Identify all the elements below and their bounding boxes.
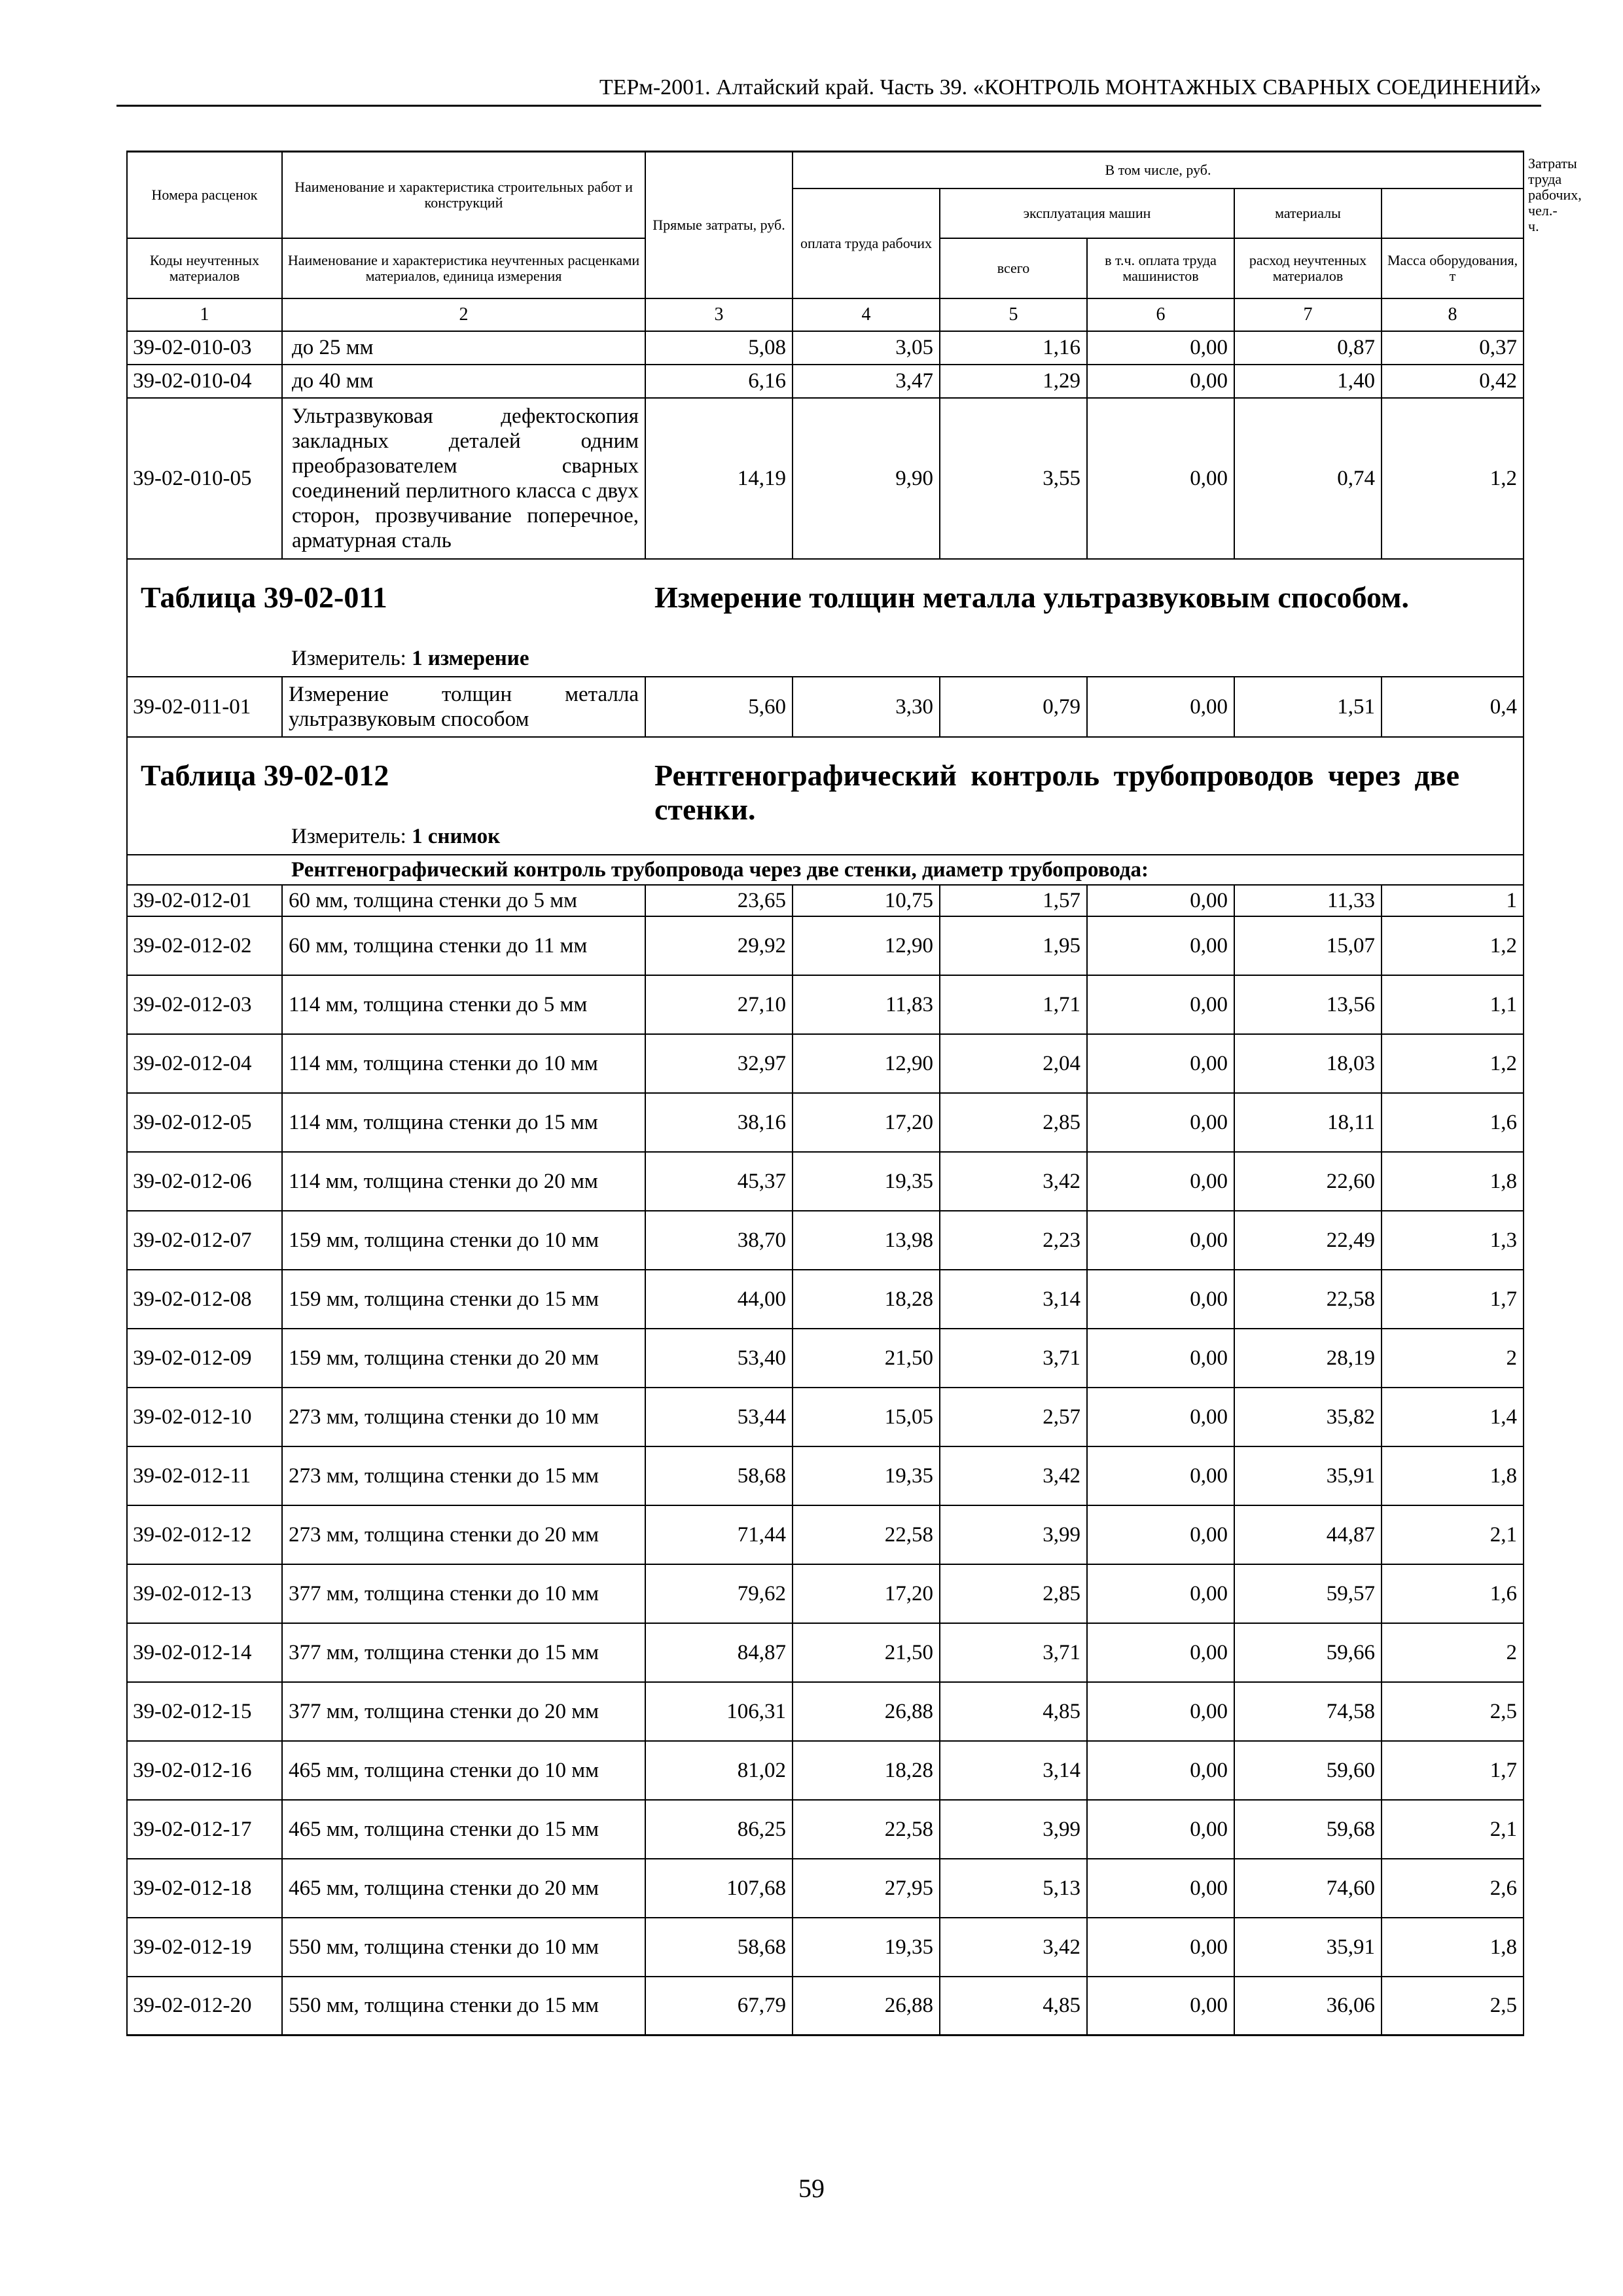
labor-or-mass-value: 1,6 [1382,1564,1524,1623]
wages-value: 26,88 [793,1977,940,2036]
rate-code: 39-02-012-04 [127,1034,282,1093]
materials-value: 22,49 [1234,1211,1382,1270]
table-row [127,1800,1524,1859]
labor-or-mass-value: 2 [1382,1329,1524,1388]
materials-value: 59,66 [1234,1623,1382,1682]
machines-wages-value: 0,00 [1087,1741,1234,1800]
materials-value: 74,58 [1234,1682,1382,1741]
machines-total-value: 1,95 [940,916,1087,975]
materials-value: 59,57 [1234,1564,1382,1623]
direct-costs-value: 29,92 [645,916,793,975]
labor-or-mass-value: 2,5 [1382,1682,1524,1741]
materials-value: 0,87 [1234,331,1382,365]
table-row [127,1859,1524,1918]
machines-total-value: 3,42 [940,1152,1087,1211]
rate-code: 39-02-012-11 [127,1446,282,1505]
direct-costs-value: 106,31 [645,1682,793,1741]
direct-costs-value: 53,40 [645,1329,793,1388]
work-name: 465 мм, толщина стенки до 10 мм [282,1741,645,1800]
direct-costs-value: 23,65 [645,885,793,916]
measure-value: 1 измерение [412,646,529,670]
work-name: 377 мм, толщина стенки до 10 мм [282,1564,645,1623]
direct-costs-value: 67,79 [645,1977,793,2036]
machines-total-value: 5,13 [940,1859,1087,1918]
wages-value: 11,83 [793,975,940,1034]
table-row [127,1682,1524,1741]
work-name: 114 мм, толщина стенки до 15 мм [282,1093,645,1152]
table-row [127,1388,1524,1446]
wages-value: 12,90 [793,1034,940,1093]
table-title: Измерение толщин металла ультразвуковым способом. [654,580,1410,614]
work-name: 273 мм, толщина стенки до 10 мм [282,1388,645,1446]
table-number: Таблица 39-02-012 [141,758,389,792]
materials-value: 59,60 [1234,1741,1382,1800]
labor-or-mass-value: 1,8 [1382,1446,1524,1505]
labor-or-mass-value: 2,5 [1382,1977,1524,2036]
section-cell [127,559,1524,677]
materials-value: 59,68 [1234,1800,1382,1859]
machines-wages-value: 0,00 [1087,1446,1234,1505]
col-direct-costs: Прямые затраты, руб. [645,152,793,298]
direct-costs-value: 5,08 [645,331,793,365]
rate-code: 39-02-012-03 [127,975,282,1034]
materials-value: 28,19 [1234,1329,1382,1388]
machines-total-value: 3,99 [940,1800,1087,1859]
labor-or-mass-value: 2 [1382,1623,1524,1682]
materials-value: 35,82 [1234,1388,1382,1446]
rate-code: 39-02-012-02 [127,916,282,975]
machines-wages-value: 0,00 [1087,885,1234,916]
rate-code: 39-02-012-15 [127,1682,282,1741]
machines-wages-value: 0,00 [1087,1388,1234,1446]
col-machines-wages: в т.ч. оплата труда машинистов [1087,238,1234,298]
col-machines-total: всего [940,238,1087,298]
col-codes-bottom: Коды неучтенных материалов [127,238,282,298]
wages-value: 18,28 [793,1270,940,1329]
work-name: 550 мм, толщина стенки до 15 мм [282,1977,645,2036]
wages-value: 27,95 [793,1859,940,1918]
table-row [127,975,1524,1034]
work-name: 377 мм, толщина стенки до 15 мм [282,1623,645,1682]
measure-unit [291,824,500,849]
machines-wages-value: 0,00 [1087,398,1234,559]
work-name: 114 мм, толщина стенки до 10 мм [282,1034,645,1093]
direct-costs-value: 6,16 [645,365,793,398]
col-wages: оплата труда рабочих [793,188,940,298]
work-name: Измерение толщин металла ультразвуковым способом [282,677,645,737]
col-name-bottom: Наименование и характеристика неучтенных расценками материалов, единица измерения [282,238,645,298]
materials-value: 0,74 [1234,398,1382,559]
machines-total-value: 1,57 [940,885,1087,916]
machines-total-value: 3,14 [940,1741,1087,1800]
machines-total-value: 3,99 [940,1505,1087,1564]
rate-code: 39-02-012-01 [127,885,282,916]
materials-value: 13,56 [1234,975,1382,1034]
direct-costs-value: 53,44 [645,1388,793,1446]
wages-value: 12,90 [793,916,940,975]
work-name: 114 мм, толщина стенки до 20 мм [282,1152,645,1211]
direct-costs-value: 86,25 [645,1800,793,1859]
table-row [127,1446,1524,1505]
work-name: 465 мм, толщина стенки до 15 мм [282,1800,645,1859]
rate-code: 39-02-012-07 [127,1211,282,1270]
col-number: 2 [282,298,645,331]
machines-total-value: 2,57 [940,1388,1087,1446]
machines-wages-value: 0,00 [1087,1270,1234,1329]
table-section-header [127,559,1524,677]
work-name: 273 мм, толщина стенки до 15 мм [282,1446,645,1505]
machines-total-value: 3,14 [940,1270,1087,1329]
col-mass: Масса оборудования, т [1382,238,1524,298]
wages-value: 19,35 [793,1446,940,1505]
wages-value: 26,88 [793,1682,940,1741]
wages-value: 10,75 [793,885,940,916]
wages-value: 3,05 [793,331,940,365]
direct-costs-value: 5,60 [645,677,793,737]
labor-or-mass-value: 0,37 [1382,331,1524,365]
labor-or-mass-value: 1,3 [1382,1211,1524,1270]
machines-wages-value: 0,00 [1087,1918,1234,1977]
machines-total-value: 1,29 [940,365,1087,398]
machines-wages-value: 0,00 [1087,365,1234,398]
table-row [127,1623,1524,1682]
labor-or-mass-value: 1,8 [1382,1918,1524,1977]
direct-costs-value: 32,97 [645,1034,793,1093]
direct-costs-value: 79,62 [645,1564,793,1623]
direct-costs-value: 45,37 [645,1152,793,1211]
machines-wages-value: 0,00 [1087,1093,1234,1152]
direct-costs-value: 84,87 [645,1623,793,1682]
table-row [127,916,1524,975]
labor-or-mass-value: 1,2 [1382,1034,1524,1093]
rate-code: 39-02-012-16 [127,1741,282,1800]
labor-or-mass-value: 0,42 [1382,365,1524,398]
table-row [127,677,1524,737]
col-incl-header: В том числе, руб. [793,152,1524,188]
materials-value: 11,33 [1234,885,1382,916]
measure-value: 1 снимок [412,824,501,848]
work-name: до 25 мм [282,331,645,365]
wages-value: 3,47 [793,365,940,398]
machines-wages-value: 0,00 [1087,1682,1234,1741]
labor-or-mass-value: 1,6 [1382,1093,1524,1152]
measure-label: Измеритель: [291,646,406,670]
rate-code: 39-02-012-10 [127,1388,282,1446]
rates-table: Номера расценок Наименование и характеристика строительных работ и конструкций Прямые затраты, руб. В том числе, руб. Затраты труда рабочих, чел.-ч. оплата труда рабочих эксплуатация машин материалы Коды неучтенных материалов Наименование и характеристика неучтенных расценками материалов, единица измерения всего в т.ч. оплата труда машинистов расход неучтенных материалов Масса оборудования, т 1 2 3 4 5 6 7 8 39-02-010-03 до 25 мм 5,08 3,05 1,16 0,00 0,87 0,37 39-02-010-04 до 40 мм 6,16 3,47 1,29 0,00 1,40 0,42 39-02-010-05 Ультразвуковая дефектоскопия закладных деталей одним преобразователем сварных соединений перлитного класса с двух сторон, прозвучивание поперечное, арматурная сталь 14,19 9,90 3,55 0,00 0,74 1,2 Таблица 39-02-011 Измерение толщин металла ультразвуковым способом. Измеритель: 1 измерение 39-02-011-01 Измерение толщин металла ультразвуковым способом 5,60 3,30 0,79 0,00 1,51 0,4 Таблица 39-02-012 Рентгенографический контроль трубопроводов через две стенки. Измеритель: 1 снимок Рентгенографический контроль трубопровода через две стенки, диаметр трубопровода: 39-02-012-01 60 мм, толщина стенки до 5 мм 23,65 10,75 1,57 0,00 11,33 1 39-02-012-02 60 мм, толщина стенки до 11 мм 29,92 12,90 1,95 0,00 15,07 1,2 39-02-012-03 114 мм, толщина стенки до 5 мм 27,10 11,83 1,71 0,00 13,56 1,1 39-02-012-04 114 мм, толщина стенки до 10 мм 32,97 12,90 2,04 0,00 18,03 1,2 39-02-012-05 114 мм, толщина стенки до 15 мм 38,16 17,20 2,85 0,00 18,11 1,6 39-02-012-06 114 мм, толщина стенки до 20 мм 45,37 19,35 3,42 0,00 22,60 1,8 39-02-012-07 159 мм, толщина стенки до 10 мм 38,70 13,98 2,23 0,00 22,49 1,3 39-02-012-08 159 мм, толщина стенки до 15 мм 44,00 18,28 3,14 0,00 22,58 1,7 39-02-012-09 159 мм, толщина стенки до 20 мм 53,40 21,50 3,71 0,00 28,19 2 39-02-012-10 273 мм, толщина стенки до 10 мм 53,44 15,05 2,57 0,00 35,82 1,4 39-02-012-11 273 мм, толщина стенки до 15 мм 58,68 19,35 3,42 0,00 35,91 1,8 39-02-012-12 273 мм, толщина стенки до 20 мм 71,44 22,58 3,99 0,00 44,87 2,1 39-02-012-13 377 мм, толщина стенки до 10 мм 79,62 17,20 2,85 0,00 59,57 1,6 39-02-012-14 377 мм, толщина стенки до 15 мм 84,87 21,50 3,71 0,00 59,66 2 39-02-012-15 377 мм, толщина стенки до 20 мм 106,31 26,88 4,85 0,00 74,58 2,5 39-02-012-16 465 мм, толщина стенки до 10 мм 81,02 18,28 3,14 0,00 59,60 1,7 39-02-012-17 465 мм, толщина стенки до 15 мм 86,25 22,58 3,99 0,00 59,68 2,1 39-02-012-18 465 мм, толщина стенки до 20 мм 107,68 27,95 5,13 0,00 74,60 2,6 39-02-012-19 550 мм, толщина стенки до 10 мм 58,68 19,35 3,42 0,00 35,91 1,8 39-02-012-20 550 мм, толщина стенки до 15 мм 67,79 26,88 4,85 0,00 36,06 2,5 [126,151,1524,2036]
machines-total-value: 1,71 [940,975,1087,1034]
table-row [127,331,1524,365]
table-section-header [127,737,1524,855]
direct-costs-value: 27,10 [645,975,793,1034]
col-number: 3 [645,298,793,331]
machines-total-value: 2,23 [940,1211,1087,1270]
rate-code: 39-02-012-19 [127,1918,282,1977]
work-name: 377 мм, толщина стенки до 20 мм [282,1682,645,1741]
machines-wages-value: 0,00 [1087,1211,1234,1270]
work-name: 60 мм, толщина стенки до 11 мм [282,916,645,975]
wages-value: 13,98 [793,1211,940,1270]
materials-value: 1,51 [1234,677,1382,737]
work-name: 159 мм, толщина стенки до 10 мм [282,1211,645,1270]
table-number: Таблица 39-02-011 [141,580,387,614]
col-number: 5 [940,298,1087,331]
wages-value: 22,58 [793,1505,940,1564]
direct-costs-value: 44,00 [645,1270,793,1329]
machines-wages-value: 0,00 [1087,1152,1234,1211]
rate-code: 39-02-010-04 [127,365,282,398]
direct-costs-value: 38,70 [645,1211,793,1270]
wages-value: 3,30 [793,677,940,737]
materials-value: 18,03 [1234,1034,1382,1093]
materials-value: 35,91 [1234,1446,1382,1505]
labor-or-mass-value: 1,8 [1382,1152,1524,1211]
materials-value: 15,07 [1234,916,1382,975]
machines-wages-value: 0,00 [1087,331,1234,365]
machines-wages-value: 0,00 [1087,975,1234,1034]
machines-total-value: 0,79 [940,677,1087,737]
labor-or-mass-value: 1 [1382,885,1524,916]
labor-or-mass-value: 2,1 [1382,1800,1524,1859]
machines-wages-value: 0,00 [1087,1623,1234,1682]
col-number: 6 [1087,298,1234,331]
rate-code: 39-02-012-13 [127,1564,282,1623]
col-codes-top: Номера расценок [127,152,282,238]
machines-total-value: 3,42 [940,1446,1087,1505]
machines-wages-value: 0,00 [1087,1859,1234,1918]
machines-total-value: 4,85 [940,1682,1087,1741]
machines-total-value: 3,42 [940,1918,1087,1977]
wages-value: 9,90 [793,398,940,559]
materials-value: 1,40 [1234,365,1382,398]
rate-code: 39-02-012-14 [127,1623,282,1682]
page-number: 59 [798,2174,825,2203]
work-name: 159 мм, толщина стенки до 20 мм [282,1329,645,1388]
machines-total-value: 2,85 [940,1564,1087,1623]
wages-value: 19,35 [793,1152,940,1211]
materials-value: 36,06 [1234,1977,1382,2036]
work-name: 60 мм, толщина стенки до 5 мм [282,885,645,916]
machines-wages-value: 0,00 [1087,1034,1234,1093]
table-row [127,1505,1524,1564]
col-name-top: Наименование и характеристика строительных работ и конструкций [282,152,645,238]
labor-or-mass-value: 1,7 [1382,1270,1524,1329]
col-number: 1 [127,298,282,331]
labor-or-mass-value: 1,1 [1382,975,1524,1034]
table-row [127,1093,1524,1152]
machines-wages-value: 0,00 [1087,1977,1234,2036]
machines-total-value: 4,85 [940,1977,1087,2036]
labor-or-mass-value: 0,4 [1382,677,1524,737]
direct-costs-value: 38,16 [645,1093,793,1152]
machines-total-value: 3,71 [940,1329,1087,1388]
table-row [127,1152,1524,1211]
rate-code: 39-02-011-01 [127,677,282,737]
machines-total-value: 1,16 [940,331,1087,365]
labor-or-mass-value: 1,2 [1382,916,1524,975]
direct-costs-value: 58,68 [645,1918,793,1977]
machines-wages-value: 0,00 [1087,1564,1234,1623]
table-row [127,1211,1524,1270]
labor-or-mass-value: 1,4 [1382,1388,1524,1446]
running-header: ТЕРм-2001. Алтайский край. Часть 39. «КОНТРОЛЬ МОНТАЖНЫХ СВАРНЫХ СОЕДИНЕНИЙ» [116,71,1541,107]
rate-code: 39-02-012-06 [127,1152,282,1211]
col-number: 7 [1234,298,1382,331]
work-name: 465 мм, толщина стенки до 20 мм [282,1859,645,1918]
machines-wages-value: 0,00 [1087,1329,1234,1388]
wages-value: 17,20 [793,1093,940,1152]
machines-total-value: 3,55 [940,398,1087,559]
materials-value: 18,11 [1234,1093,1382,1152]
measure-label: Измеритель: [291,824,406,848]
col-machines: эксплуатация машин [940,188,1234,238]
materials-value: 44,87 [1234,1505,1382,1564]
materials-value: 22,58 [1234,1270,1382,1329]
wages-value: 21,50 [793,1623,940,1682]
table-row [127,1741,1524,1800]
wages-value: 17,20 [793,1564,940,1623]
rate-code: 39-02-010-03 [127,331,282,365]
labor-or-mass-value: 2,6 [1382,1859,1524,1918]
wages-value: 18,28 [793,1741,940,1800]
rate-code: 39-02-010-05 [127,398,282,559]
col-number: 8 [1382,298,1524,331]
rate-code: 39-02-012-08 [127,1270,282,1329]
table-row [127,1977,1524,2036]
work-name: 114 мм, толщина стенки до 5 мм [282,975,645,1034]
measure-unit [291,646,529,671]
materials-value: 74,60 [1234,1859,1382,1918]
table-row [127,1270,1524,1329]
subheading-row [127,855,1524,885]
machines-wages-value: 0,00 [1087,677,1234,737]
table-title: Рентгенографический контроль трубопроводов через две стенки. [654,758,1459,826]
col-materials: материалы [1234,188,1382,238]
rate-code: 39-02-012-09 [127,1329,282,1388]
rate-code: 39-02-012-12 [127,1505,282,1564]
section-cell [127,737,1524,855]
table-row [127,1034,1524,1093]
labor-or-mass-value: 1,2 [1382,398,1524,559]
table-row [127,365,1524,398]
machines-total-value: 3,71 [940,1623,1087,1682]
table-row [127,398,1524,559]
direct-costs-value: 71,44 [645,1505,793,1564]
work-name: 550 мм, толщина стенки до 10 мм [282,1918,645,1977]
work-name: Ультразвуковая дефектоскопия закладных деталей одним преобразователем сварных соединений перлитного класса с двух сторон, прозвучивание поперечное, арматурная сталь [282,398,645,559]
wages-value: 21,50 [793,1329,940,1388]
machines-wages-value: 0,00 [1087,916,1234,975]
materials-value: 22,60 [1234,1152,1382,1211]
direct-costs-value: 14,19 [645,398,793,559]
direct-costs-value: 107,68 [645,1859,793,1918]
machines-total-value: 2,85 [940,1093,1087,1152]
rate-code: 39-02-012-18 [127,1859,282,1918]
wages-value: 15,05 [793,1388,940,1446]
table-row [127,1918,1524,1977]
col-number: 4 [793,298,940,331]
labor-or-mass-value: 2,1 [1382,1505,1524,1564]
subheading: Рентгенографический контроль трубопровода через две стенки, диаметр трубопровода: [127,855,1524,885]
rate-code: 39-02-012-05 [127,1093,282,1152]
machines-total-value: 2,04 [940,1034,1087,1093]
rate-code: 39-02-012-20 [127,1977,282,2036]
work-name: 273 мм, толщина стенки до 20 мм [282,1505,645,1564]
table-row [127,1329,1524,1388]
materials-value: 35,91 [1234,1918,1382,1977]
col-materials-use: расход неучтенных материалов [1234,238,1382,298]
table-row [127,885,1524,916]
labor-or-mass-value: 1,7 [1382,1741,1524,1800]
direct-costs-value: 58,68 [645,1446,793,1505]
work-name: до 40 мм [282,365,645,398]
work-name: 159 мм, толщина стенки до 15 мм [282,1270,645,1329]
wages-value: 19,35 [793,1918,940,1977]
machines-wages-value: 0,00 [1087,1505,1234,1564]
direct-costs-value: 81,02 [645,1741,793,1800]
machines-wages-value: 0,00 [1087,1800,1234,1859]
table-row [127,1564,1524,1623]
rate-code: 39-02-012-17 [127,1800,282,1859]
wages-value: 22,58 [793,1800,940,1859]
